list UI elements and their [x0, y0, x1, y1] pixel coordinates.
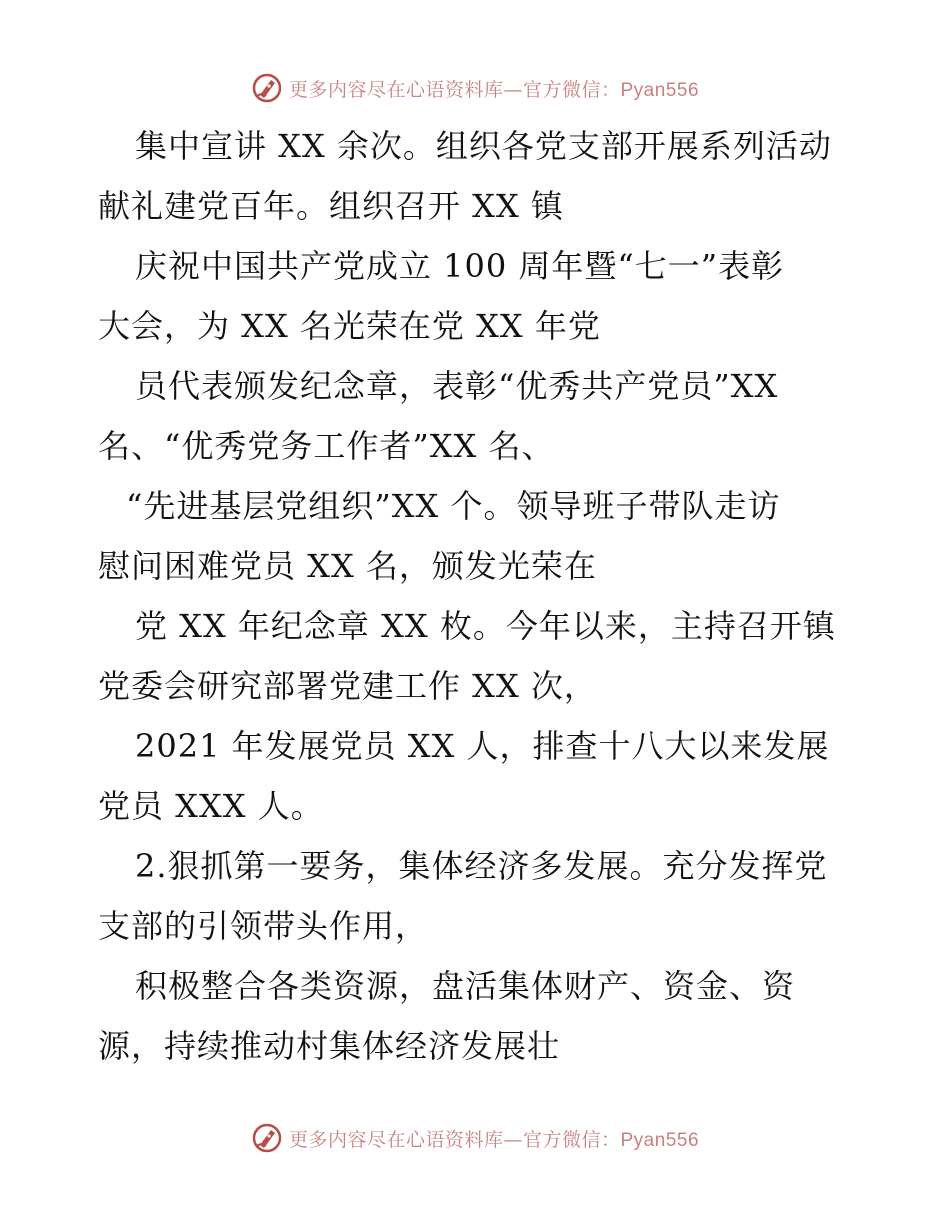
footer-watermark [0, 1122, 950, 1154]
paragraph-line: 大会，为 XX 名光荣在党 XX 年党 [98, 307, 601, 345]
paragraph-line: 庆祝中国共产党成立 100 周年暨“七一”表彰 [135, 247, 785, 285]
watermark-wechat-id: Pyan556 [620, 1129, 700, 1151]
watermark-text [289, 1125, 699, 1152]
paragraph-line: 支部的引领带头作用， [98, 907, 429, 945]
paragraph-line: 2.狠抓第一要务，集体经济多发展。充分发挥党 [135, 847, 828, 885]
pen-nib-circle-icon [251, 72, 283, 104]
paragraph-line: 慰问困难党员 XX 名，颁发光荣在 [98, 547, 597, 585]
paragraph-line: 献礼建党百年。组织召开 XX 镇 [98, 187, 564, 225]
document-body [98, 116, 858, 1076]
paragraph-line: 集中宣讲 XX 余次。组织各党支部开展系列活动 [135, 127, 832, 165]
watermark-text [289, 75, 699, 102]
paragraph-line: 党员 XXX 人。 [98, 787, 324, 825]
paragraph-line: 积极整合各类资源，盘活集体财产、资金、资 [135, 967, 796, 1005]
paragraph-line: “先进基层党组织”XX 个。领导班子带队走访 [126, 487, 781, 525]
watermark-wechat-id: Pyan556 [620, 79, 700, 101]
paragraph-line: 党 XX 年纪念章 XX 枚。今年以来，主持召开镇 [135, 607, 836, 645]
header-watermark [0, 72, 950, 104]
pen-nib-circle-icon [251, 1122, 283, 1154]
paragraph-line: 源，持续推动村集体经济发展壮 [98, 1027, 561, 1065]
paragraph-line: 名、“优秀党务工作者”XX 名、 [98, 427, 555, 465]
paragraph-line: 员代表颁发纪念章，表彰“优秀共产党员”XX [135, 367, 779, 405]
paragraph-line: 2021 年发展党员 XX 人，排查十八大以来发展 [135, 727, 830, 765]
paragraph-line: 党委会研究部署党建工作 XX 次， [98, 667, 597, 705]
watermark-cn: 更多内容尽在心语资料库—官方微信： [288, 78, 621, 101]
watermark-cn: 更多内容尽在心语资料库—官方微信： [288, 1128, 621, 1151]
